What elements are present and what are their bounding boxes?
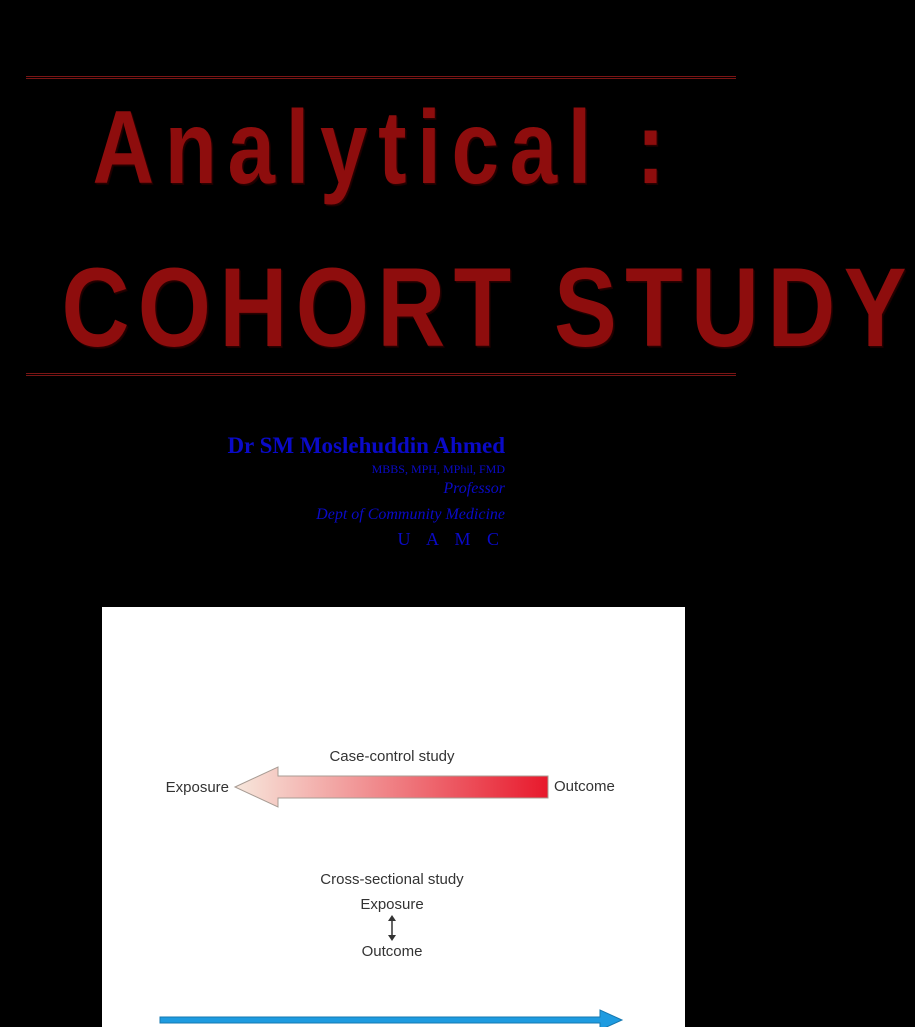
author-department: Dept of Community Medicine xyxy=(316,506,505,523)
title-rule-bottom xyxy=(26,373,736,376)
author-name: Dr SM Moslehuddin Ahmed xyxy=(227,433,505,458)
title-line-2: COHORT STUDY xyxy=(61,245,915,370)
study-design-diagram xyxy=(102,607,685,1027)
author-position: Professor xyxy=(443,480,505,497)
author-block xyxy=(227,434,505,548)
case-control-label: Case-control study xyxy=(329,748,455,765)
cross-sectional-outcome-label: Outcome xyxy=(361,943,423,960)
case-control-arrow xyxy=(235,767,548,807)
title-line-1: Analytical : xyxy=(92,90,676,206)
double-arrow-icon xyxy=(388,915,396,941)
case-control-exposure-label: Exposure xyxy=(165,779,229,796)
study-design-figure xyxy=(102,607,685,1027)
cross-sectional-exposure-label: Exposure xyxy=(360,896,424,913)
cohort-arrow xyxy=(160,1010,622,1027)
cross-sectional-label: Cross-sectional study xyxy=(320,871,464,888)
case-control-outcome-label: Outcome xyxy=(554,778,615,795)
author-degrees: MBBS, MPH, MPhil, FMD xyxy=(371,462,505,476)
title-rule-top xyxy=(26,76,736,79)
author-institution: U A M C xyxy=(397,529,505,549)
